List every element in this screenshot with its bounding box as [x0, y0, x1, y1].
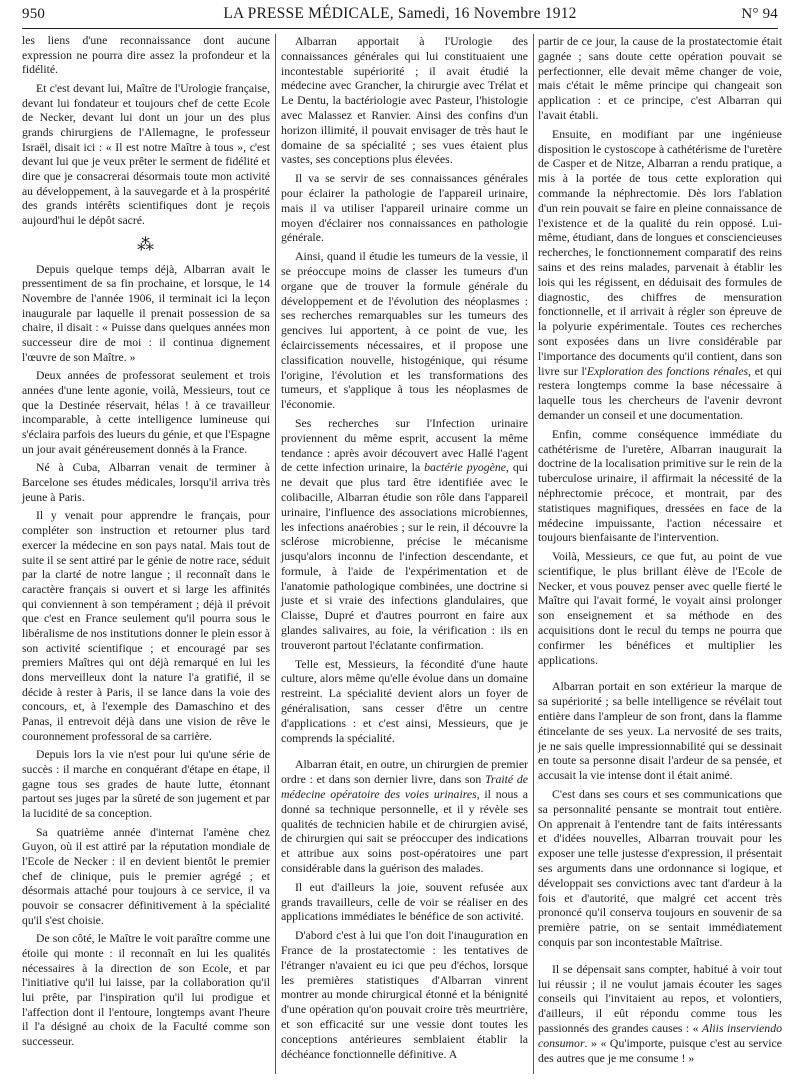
text-run: , il nous a donné sa technique personnelle, et il y révèle ses qualités de technicien habile et de chirurgien avisé, de chirurgien qui sait se préoccuper des indications et attribue aux soins post-opératoires une part considérable dans la guérison des malades.	[281, 787, 528, 876]
paragraph: Il y venait pour apprendre le français, pour compléter son instruction et retourner plus tard exercer la médecine en son pays natal. Mais tout de suite il se sent attiré par le génie de notre race, séduit par la clarté de notre langue ; il reconnaît dans le caractère français si ouvert et si large les affinités qui conviennent à son tempérament ; déjà il prévoit que c'est en France seulement qu'il pourra sous le libéralisme de nos institutions donner le plein essor à son activité scientifique ; et encouragé par ses premiers Maîtres qui ont déjà remarqué en lui les dons merveilleux dont la nature l'a gratifié, il se décide à rester à Paris, il se lance dans la voie des concours, et, à l'exemple des Damaschino et des Panas, il entrevoit déjà dans une vision de rêve le couronnement professoral de sa carrière.	[22, 509, 270, 743]
column-3	[538, 34, 782, 1069]
paragraph: C'est dans ses cours et ses communications que sa personnalité pensante se montrait tout entière. On apprenait à l'entendre tant de faits intéressants et d'idées nouvelles, Albarran trouvait pour les exposer une telle justesse d'expression, il présentait ses arguments dans une ordonnance si logique, et développait ses convictions avec tant d'ardeur à la fois et d'autorité, que malgré cet accent très prononcé qu'il conserva toujours en souvenir de sa première patrie, on se sentait immédiatement conquis par son incontestable Maîtrise.	[538, 787, 782, 950]
italic-latin-quote: Aliis inserviendo consumor	[538, 1021, 782, 1050]
section-asterism: ⁂	[137, 234, 155, 254]
text-run: , et qui restera longtemps comme la base nécessaire à laquelle tous les chercheurs de l'avenir devront demander un conseil et une documentation.	[538, 363, 782, 422]
text-run: . » « Qu'importe, puisque c'est au service des autres que je me consume ! »	[538, 1035, 782, 1065]
paragraph: Albarran portait en son extérieur la marque de sa supériorité ; sa belle intelligence se révélait tout entière dans l'ampleur de son front, dans la flamme étincelante de ses yeux. La nervosité de ses traits, je ne sais quelle impressionnabilité qui se dessinait en toute sa personne disait l'ardeur de sa pensée, et accusait la vie intense dont il était animé.	[538, 679, 782, 783]
paragraph: Voilà, Messieurs, ce que fut, au point de vue scientifique, le plus brillant élève de l'Ecole de Necker, et vous pouvez penser avec quelle fierté le Maître qui l'avait formé, le voyait ainsi prolonger son enseignement et sa méthode en des acquisitions dont le recul du temps ne pourra que confirmer les bénéfices et multiplier les applications.	[538, 549, 782, 667]
paragraph	[538, 127, 782, 423]
paragraph: Telle est, Messieurs, la fécondité d'une haute culture, alors même qu'elle évolue dans un domaine restreint. La spécialité devient alors un foyer de généralisation, sans cesser d'être un centre d'applications : et c'est ainsi, Messieurs, que je comprends la spécialité.	[281, 656, 528, 745]
italic-term: bactérie pyogène	[424, 460, 507, 475]
text-run: Ensuite, en modifiant par une ingénieuse disposition le cystoscope à cathétérisme de l'uretère de Casper et de Nitze, Albarran a rendu pratique, a mis à la portée de tous cette exploration qui commande la néphrectomie. Dès lors l'ablation d'un rein pouvait se faire en pleine connaissance de l'existence et de la qualité du rein opposé. Lui-même, étudiant, dans de longues et consciencieuses recherches, le fonctionnement comparatif des reins sains et des reins malades, parvenait à établir les lois qui les régissent, en déduisait des formules de diagnostic, des chiffres de mensuration fonctionnelle, et il arrivait à régler son épreuve de la polyurie expérimentale. Toutes ces recherches sont exposées dans un livre considérable par l'importance des documents qu'il contient, dans son livre sur l'	[538, 126, 782, 378]
text-run: Albarran était, en outre, un chirurgien de premier ordre : et dans son dernier livre, dans son	[281, 757, 528, 787]
paragraph: Il eut d'ailleurs la joie, souvent refusée aux grands travailleurs, celle de voir se réaliser en des applications immédiates le bénéfice de son activité.	[281, 879, 528, 924]
paragraph	[281, 757, 528, 875]
paragraph: De son côté, le Maître le voit paraître comme une étoile qui monte : il reconnaît en lui les qualités nécessaires à la direction de son Ecole, et par l'initiative qu'il lui laisse, par la collaboration qu'il lui prête, par l'inspiration qu'il lui prodigue et l'affection dont il l'entoure, longtemps avant l'heure il l'a désigné au choix de la Faculté comme son successeur.	[22, 932, 270, 1048]
text-run: , qui ne devait que plus tard être identifiée avec le colibacille, Albarran étudie son rôle dans l'appareil urinaire, l'influence des associations microbiennes, les infections anaérobies ; sur le rein, il découvre la sclérose microbienne, précise le mécanisme jusqu'alors inconnu de l'infection descendante, et formule, à l'aide de l'expérimentation et de l'anatomie pathologique combinées, une doctrine si juste et si vraie des infections glandulaires, que Claisse, Dupré et d'autres pourront en faire aux glandes salivaires, au foie, la vérification : ils en trouveront partout l'éclatante confirmation.	[281, 460, 528, 652]
paragraph: Il va se servir de ses connaissances générales pour éclairer la pathologie de l'appareil urinaire, mais il va utiliser l'appareil urinaire comme un moyen d'éclairer nos connaissances en pathologie générale.	[281, 171, 528, 245]
paragraph: Enfin, comme conséquence immédiate du cathétérisme de l'uretère, Albarran inaugurait la doctrine de la localisation primitive sur le rein de la tuberculose urinaire, il affirmait la nécessité de la néphrectomie précoce, et montrait, par des statistiques magnifiques, dressées en face de la médecine impuissante, l'action nécessaire et toujours bienfaisante de l'intervention.	[538, 426, 782, 545]
paragraph: D'abord c'est à lui que l'on doit l'inauguration en France de la prostatectomie : les tentatives de l'étranger n'avaient eu ici que peu d'échos, lorsque les premières statistiques d'Albarran vinrent montrer au monde chirurgical étonné et la bénignité d'une opération qu'on pouvait croire très meurtrière, et son efficacité sur une vessie dont toutes les conceptions antérieures semblaient établir la déchéance fonctionnelle définitive. A	[281, 928, 528, 1061]
column-2	[281, 34, 528, 1065]
paragraph: Depuis lors la vie n'est pour lui qu'une série de succès : il marche en conquérant d'étape en étape, il gagne tous ses grades de haute lutte, étonnant partout ses juges par la sûreté de son jugement et par la lucidité de sa conception.	[22, 748, 270, 820]
column-divider-1	[275, 34, 276, 1074]
paragraph: Albarran apportait à l'Urologie des connaissances générales qui lui constituaient une incontestable supériorité ; il avait étudié la médecine avec Grancher, la chirurgie avec Trélat et Le Dentu, la bactériologie avec Pasteur, l'histologie avec Malassez et Ranvier. Ainsi des confins d'un horizon illimité, il pouvait envisager de très haut le domaine de sa spécialité ; ses vues étaient plus vastes, ses conceptions plus élevées.	[281, 34, 528, 167]
text-run: Il se dépensait sans compter, habitué à voir tout lui réussir ; il ne voulut jamais écouter les sages conseils qui l'invitaient au repos, et volontiers, d'ailleurs, il eût répondu comme tous les passionnés des grandes causes : «	[538, 961, 782, 1035]
text-run: Ses recherches sur l'Infection urinaire proviennent du même esprit, accusent la même tendance : après avoir découvert avec Hallé l'agent de cette infection urinaire, la	[281, 415, 528, 475]
paragraph: les liens d'une reconnaissance dont aucune expression ne pourra dire assez la profondeur et la fidélité.	[22, 34, 270, 77]
italic-book-title: Traité de médecine opératoire des voies urinaires	[281, 772, 528, 802]
header-rule	[22, 28, 778, 29]
column-1	[22, 34, 270, 1054]
paragraph	[281, 416, 528, 653]
paragraph: Ainsi, quand il étudie les tumeurs de la vessie, il se préoccupe moins de classer les tumeurs d'un organe que de trouver la formule générale du développement et de l'évolution des néoplasmes : ses recherches remarquables sur les tumeurs des gencives lui apportent, à ce point de vue, les éclaircissements nécessaires, et il propose une classification nouvelle, histogénique, qui résume l'origine, l'évolution et les transformations des tumeurs, et s'applique à tous les néoplasmes de l'économie.	[281, 249, 528, 412]
paragraph: partir de ce jour, la cause de la prostatectomie était gagnée ; sans doute cette opération pouvait se perfectionner, elle devait même changer de voie, mais c'était le même principe qui changeait son application : et ce principe, c'est Albarran qui l'avait établi.	[538, 34, 782, 122]
column-divider-2	[533, 34, 534, 1074]
paragraph	[538, 962, 782, 1066]
journal-title: LA PRESSE MÉDICALE, Samedi, 16 Novembre 1912	[223, 5, 577, 22]
italic-book-title: Exploration des fonctions rénales	[586, 363, 749, 378]
paragraph: Et c'est devant lui, Maître de l'Urologie française, devant lui fondateur et toujours chef de cette Ecole de Necker, devant lui dont un jour un des plus grands chirurgiens de l'Allemagne, le professeur Israël, disait ici : « Il est notre Maître à tous », c'est devant lui que je veux prêter le serment de fidélité et dire que je consacrerai désormais toute mon activité au développement, à la sauvegarde et à la prospérité des grands intérêts scientifiques dont je reçois aujourd'hui le dépôt sacré.	[22, 82, 270, 228]
page-header	[22, 4, 778, 24]
paragraph: Deux années de professorat seulement et trois années d'une lente agonie, voilà, Messieurs, tout ce que la Destinée réservait, hélas ! à ce travailleur incomparable, à cette intelligence lumineuse qui s'éclaira parfois des lueurs du génie, et que l'Espagne un jour avait généreusement donnés à la France.	[22, 369, 270, 456]
paragraph: Depuis quelque temps déjà, Albarran avait le pressentiment de sa fin prochaine, et lorsque, le 14 Novembre de l'année 1906, il terminait ici la leçon inaugurale par laquelle il prenait possession de sa chaire, il disait : « Puisse dans quelques années mon successeur dire de moi : il continua dignement l'œuvre de son Maître. »	[22, 262, 270, 364]
issue-number: N° 94	[741, 6, 778, 22]
page-number: 950	[22, 6, 46, 22]
paragraph: Né à Cuba, Albarran venait de terminer à Barcelone ses études médicales, lorsqu'il arriva très jeune à Paris.	[22, 461, 270, 504]
paragraph: Sa quatrième année d'internat l'amène chez Guyon, où il est attiré par la réputation mondiale de l'Ecole de Necker : il en devient bientôt le premier chef de clinique, puis le premier agrégé ; et désormais attaché pour toujours à ce service, il va pouvoir se consacrer définitivement à la spécialité qu'il s'est choisie.	[22, 825, 270, 927]
